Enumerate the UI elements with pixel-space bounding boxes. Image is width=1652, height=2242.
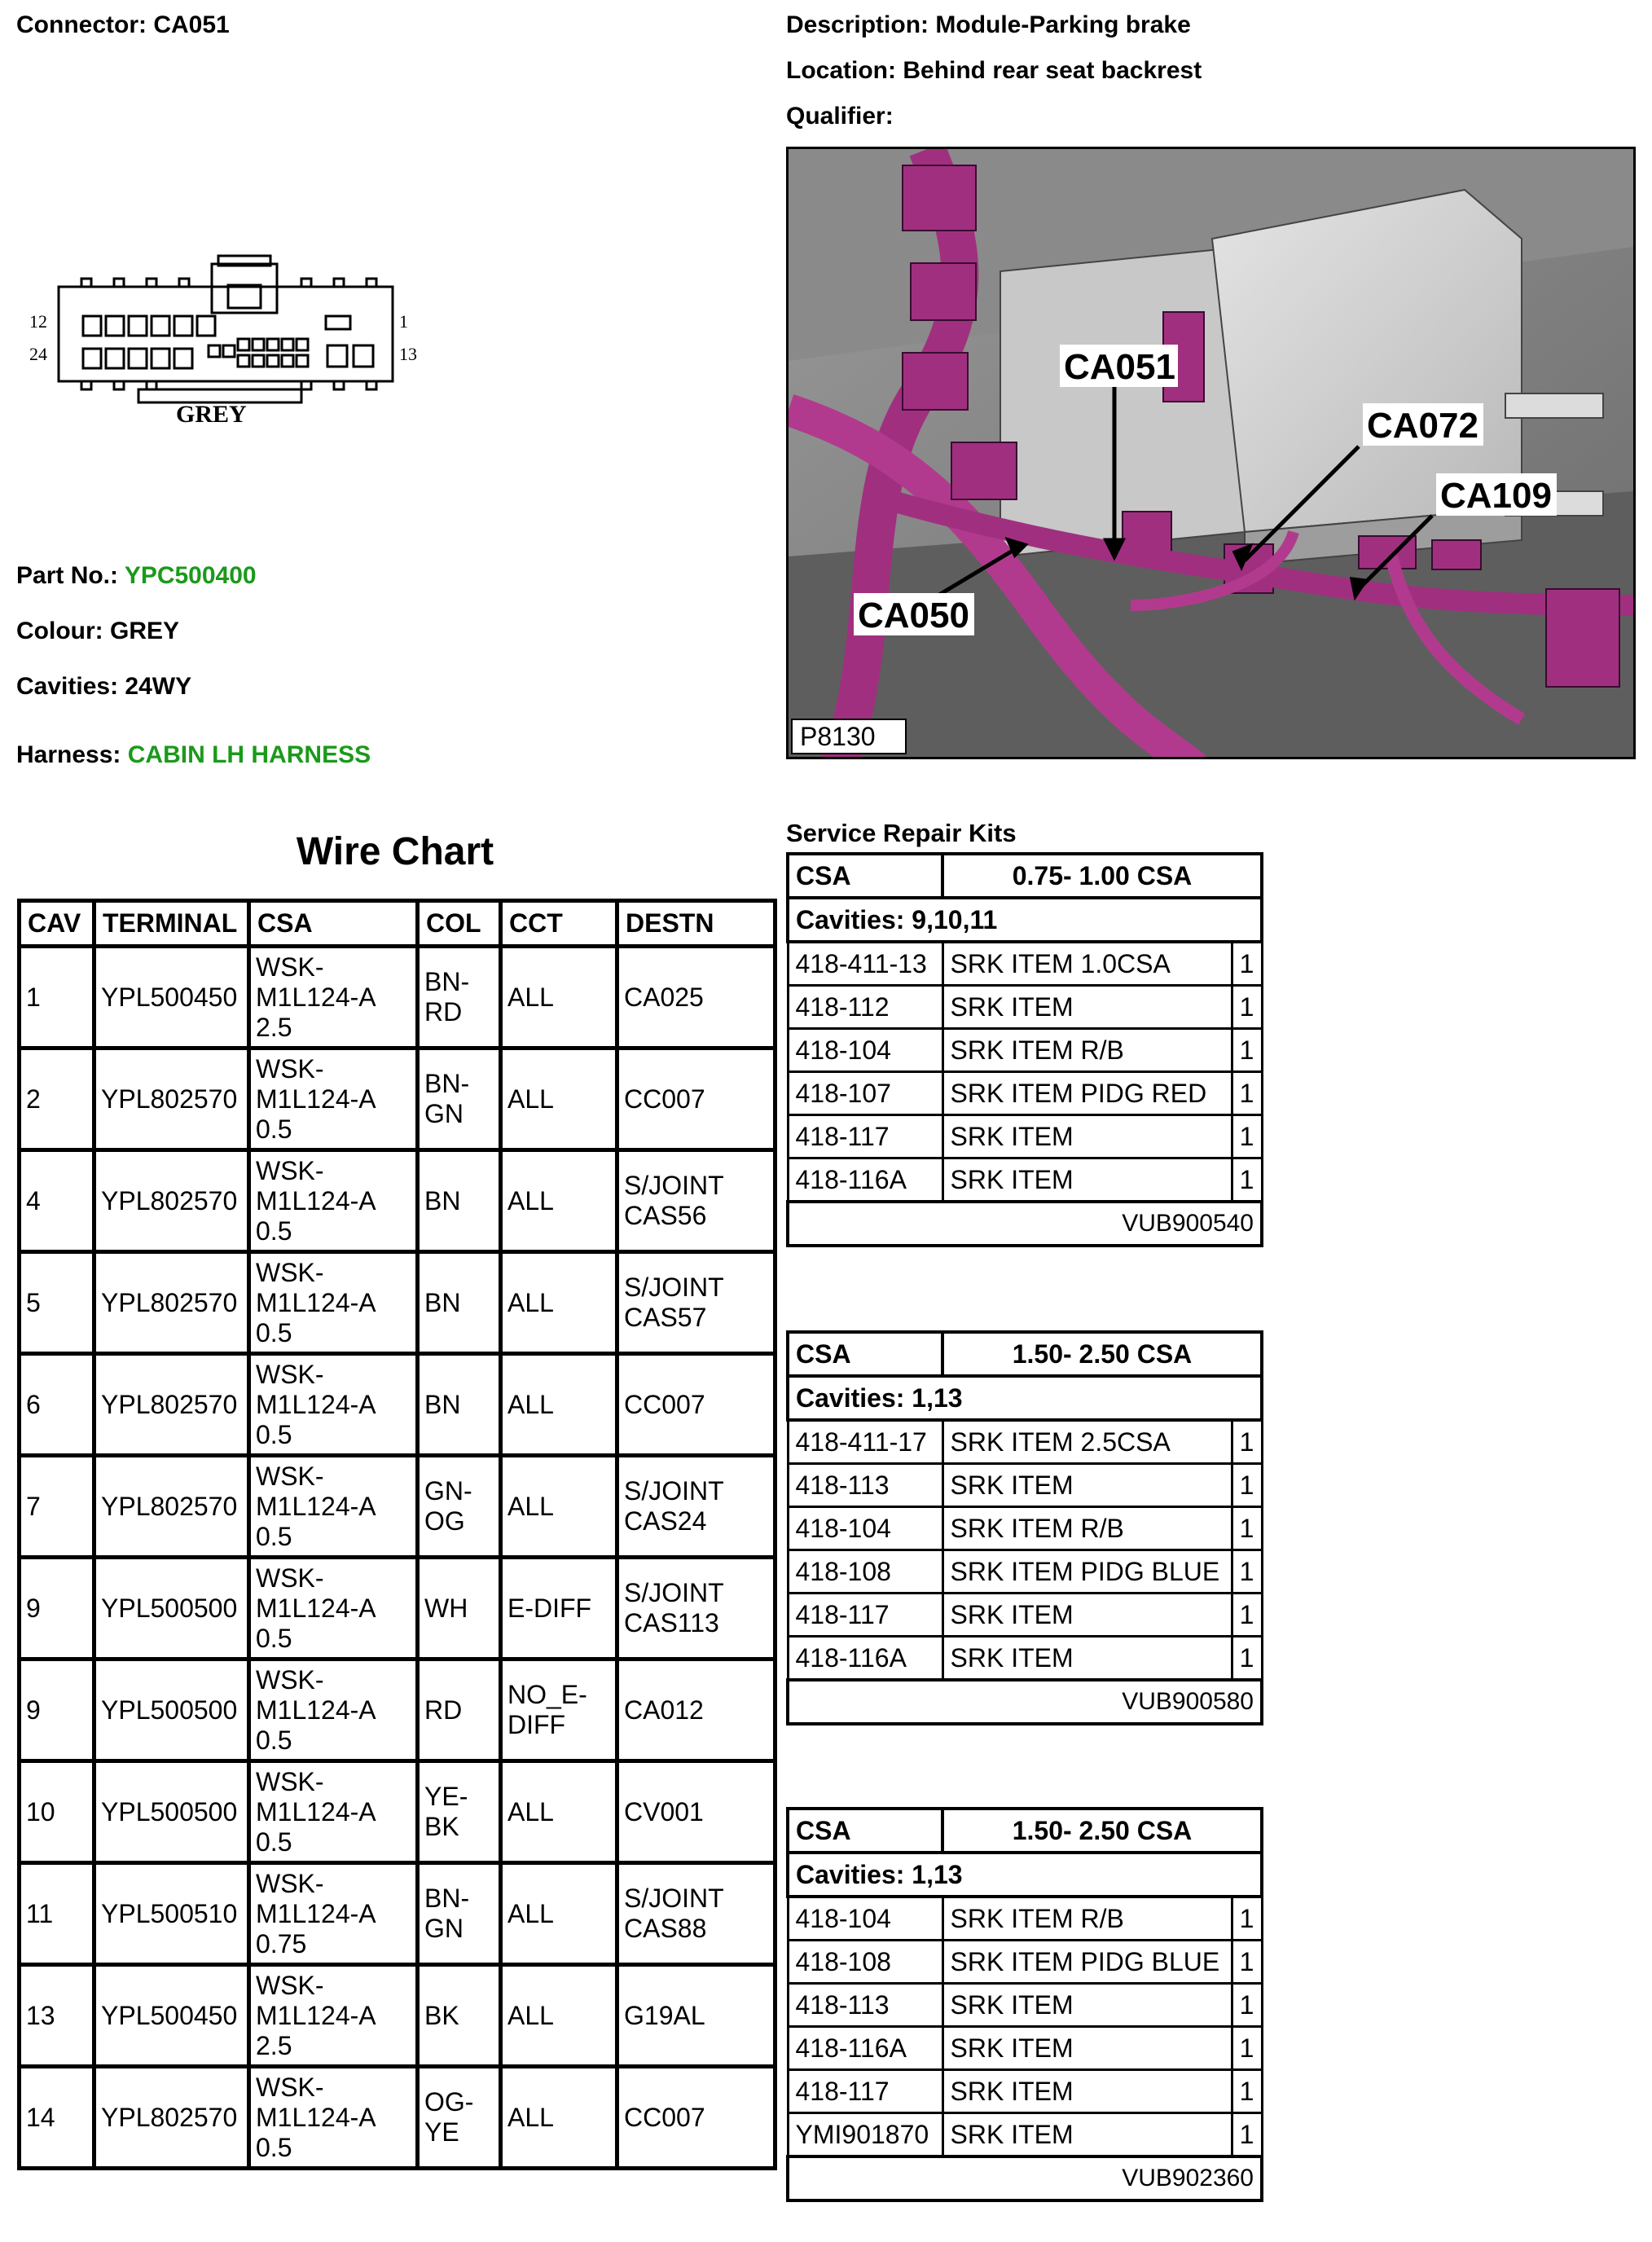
- kit-item-part: 418-117: [788, 2070, 942, 2113]
- kit-item-desc: SRK ITEM: [942, 986, 1232, 1029]
- cell-terminal: YPL802570: [94, 1150, 249, 1252]
- pin-label-13: 13: [399, 344, 417, 364]
- cell-cct: ALL: [501, 1150, 617, 1252]
- cavities-label: Cavities:: [16, 673, 119, 700]
- part-no-label: Part No.:: [16, 562, 119, 589]
- cell-csa: WSK- M1L124-A 2.5: [249, 1965, 418, 2067]
- colour-value: GREY: [109, 618, 180, 644]
- kit-item-qty: 1: [1232, 1984, 1262, 2027]
- kit-item-desc: SRK ITEM R/B: [942, 1507, 1232, 1550]
- kit-item-row: [788, 2070, 1262, 2113]
- kit-item-qty: 1: [1232, 1420, 1262, 1464]
- harness-link[interactable]: CABIN LH HARNESS: [127, 741, 371, 768]
- kit-item-desc: SRK ITEM R/B: [942, 1897, 1232, 1941]
- cell-destn: G19AL: [617, 1965, 775, 2067]
- cell-col: BN- GN: [418, 1863, 501, 1965]
- repair-kit-table: [786, 852, 1263, 1247]
- cell-terminal: YPL802570: [94, 1456, 249, 1558]
- cell-terminal: YPL802570: [94, 1048, 249, 1150]
- kit-header-row: [788, 854, 1262, 898]
- kit-cavities-row: [788, 898, 1262, 942]
- cell-cav: 7: [20, 1456, 94, 1558]
- repair-kit-table: [786, 1807, 1263, 2202]
- description-line: [786, 11, 1191, 39]
- kit-item-desc: SRK ITEM: [942, 2113, 1232, 2157]
- callout-ca109: CA109: [1440, 476, 1552, 516]
- description-label: Description:: [786, 11, 929, 38]
- kit-item-qty: 1: [1232, 1941, 1262, 1984]
- cell-csa: WSK- M1L124-A 0.5: [249, 1252, 418, 1354]
- harness-label: Harness:: [16, 741, 121, 768]
- cell-terminal: YPL500500: [94, 1558, 249, 1660]
- header-col: COL: [418, 901, 501, 947]
- cell-cct: ALL: [501, 1456, 617, 1558]
- kit-cavities-row: [788, 1853, 1262, 1897]
- header-cav: CAV: [20, 901, 94, 947]
- cell-destn: CC007: [617, 1048, 775, 1150]
- cell-destn: S/JOINT CAS113: [617, 1558, 775, 1660]
- cell-col: BK: [418, 1965, 501, 2067]
- part-no-line: [16, 562, 257, 590]
- location-label: Location:: [786, 57, 896, 84]
- kit-item-qty: 1: [1232, 1464, 1262, 1507]
- kit-cavities: Cavities: 9,10,11: [788, 898, 1262, 942]
- cell-col: YE- BK: [418, 1761, 501, 1863]
- cell-destn: S/JOINT CAS24: [617, 1456, 775, 1558]
- wire-chart-table: [17, 899, 777, 2170]
- cell-cct: ALL: [501, 1863, 617, 1965]
- cell-cav: 11: [20, 1863, 94, 1965]
- cell-col: BN: [418, 1354, 501, 1456]
- cell-csa: WSK- M1L124-A 0.5: [249, 1761, 418, 1863]
- kit-item-qty: 1: [1232, 1897, 1262, 1941]
- cell-cct: ALL: [501, 2067, 617, 2169]
- cell-csa: WSK- M1L124-A 0.5: [249, 1150, 418, 1252]
- kit-cavities-row: [788, 1376, 1262, 1420]
- kit-item-row: [788, 1029, 1262, 1072]
- callout-ca051: CA051: [1064, 347, 1175, 387]
- kit-item-part: 418-104: [788, 1029, 942, 1072]
- cell-terminal: YPL802570: [94, 1354, 249, 1456]
- table-row: [20, 1558, 775, 1660]
- cell-csa: WSK- M1L124-A 0.5: [249, 1354, 418, 1456]
- cell-destn: S/JOINT CAS88: [617, 1863, 775, 1965]
- cell-terminal: YPL802570: [94, 2067, 249, 2169]
- kit-item-part: 418-113: [788, 1984, 942, 2027]
- cell-csa: WSK- M1L124-A 2.5: [249, 947, 418, 1048]
- cell-col: OG- YE: [418, 2067, 501, 2169]
- kit-number: VUB902360: [788, 2156, 1262, 2200]
- kit-item-part: 418-112: [788, 986, 942, 1029]
- kit-item-desc: SRK ITEM 2.5CSA: [942, 1420, 1232, 1464]
- kit-item-part: 418-411-13: [788, 942, 942, 986]
- cell-cct: ALL: [501, 1965, 617, 2067]
- kit-item-desc: SRK ITEM: [942, 1637, 1232, 1681]
- kit-item-part: 418-107: [788, 1072, 942, 1115]
- kit-footer-row: [788, 2156, 1262, 2200]
- kit-item-row: [788, 2113, 1262, 2157]
- cell-csa: WSK- M1L124-A 0.5: [249, 1558, 418, 1660]
- kit-item-qty: 1: [1232, 1115, 1262, 1158]
- cell-cav: 6: [20, 1354, 94, 1456]
- kit-item-row: [788, 1072, 1262, 1115]
- cell-cct: ALL: [501, 1761, 617, 1863]
- kit-cavities: Cavities: 1,13: [788, 1853, 1262, 1897]
- cell-csa: WSK- M1L124-A 0.5: [249, 1660, 418, 1761]
- kit-item-part: 418-113: [788, 1464, 942, 1507]
- kit-item-desc: SRK ITEM PIDG RED: [942, 1072, 1232, 1115]
- cell-cav: 10: [20, 1761, 94, 1863]
- kit-header-row: [788, 1809, 1262, 1853]
- kit-item-desc: SRK ITEM 1.0CSA: [942, 942, 1232, 986]
- cavities-value: 24WY: [125, 673, 192, 700]
- kit-footer-row: [788, 1202, 1262, 1246]
- callout-ca072: CA072: [1367, 406, 1478, 446]
- colour-line: [16, 618, 179, 645]
- cell-terminal: YPL500500: [94, 1660, 249, 1761]
- cell-col: BN- RD: [418, 947, 501, 1048]
- cell-cav: 2: [20, 1048, 94, 1150]
- cell-csa: WSK- M1L124-A 0.75: [249, 1863, 418, 1965]
- header-terminal: TERMINAL: [94, 901, 249, 947]
- cell-col: GN- OG: [418, 1456, 501, 1558]
- cell-cct: E-DIFF: [501, 1558, 617, 1660]
- cell-cav: 13: [20, 1965, 94, 2067]
- cell-csa: WSK- M1L124-A 0.5: [249, 1456, 418, 1558]
- kit-item-part: 418-108: [788, 1941, 942, 1984]
- cell-csa: WSK- M1L124-A 0.5: [249, 2067, 418, 2169]
- connector-colour-caption: GREY: [176, 401, 247, 428]
- kit-item-desc: SRK ITEM: [942, 1984, 1232, 2027]
- wire-chart-header-row: [20, 901, 775, 947]
- kit-item-part: 418-116A: [788, 1158, 942, 1202]
- kit-header-row: [788, 1332, 1262, 1376]
- table-row: [20, 1150, 775, 1252]
- kit-item-qty: 1: [1232, 2113, 1262, 2157]
- qualifier-label: Qualifier:: [786, 103, 894, 130]
- kit-cavities: Cavities: 1,13: [788, 1376, 1262, 1420]
- kit-csa-range: 1.50- 2.50 CSA: [942, 1809, 1262, 1853]
- cell-destn: CC007: [617, 1354, 775, 1456]
- photo-ref: P8130: [800, 722, 876, 751]
- table-row: [20, 1660, 775, 1761]
- kit-item-part: 418-116A: [788, 2027, 942, 2070]
- cell-cav: 4: [20, 1150, 94, 1252]
- kit-item-qty: 1: [1232, 1072, 1262, 1115]
- cell-destn: CC007: [617, 2067, 775, 2169]
- qualifier-line: [786, 103, 894, 130]
- cell-cct: ALL: [501, 1252, 617, 1354]
- cell-col: WH: [418, 1558, 501, 1660]
- table-row: [20, 947, 775, 1048]
- kit-item-qty: 1: [1232, 1550, 1262, 1594]
- kit-item-row: [788, 986, 1262, 1029]
- cell-cct: ALL: [501, 1354, 617, 1456]
- cell-destn: CA025: [617, 947, 775, 1048]
- kit-item-row: [788, 1941, 1262, 1984]
- kit-item-desc: SRK ITEM: [942, 2070, 1232, 2113]
- kit-item-row: [788, 1464, 1262, 1507]
- kit-item-qty: 1: [1232, 2070, 1262, 2113]
- kit-item-part: 418-116A: [788, 1637, 942, 1681]
- kit-item-part: YMI901870: [788, 2113, 942, 2157]
- table-row: [20, 2067, 775, 2169]
- kit-item-qty: 1: [1232, 942, 1262, 986]
- cell-cav: 14: [20, 2067, 94, 2169]
- kit-item-desc: SRK ITEM: [942, 1115, 1232, 1158]
- pin-label-1: 1: [399, 311, 408, 332]
- location-value: Behind rear seat backrest: [903, 57, 1202, 84]
- kit-item-part: 418-117: [788, 1594, 942, 1637]
- pin-label-24: 24: [29, 344, 47, 364]
- kit-item-row: [788, 1507, 1262, 1550]
- callout-ca050: CA050: [858, 596, 969, 635]
- pin-label-12: 12: [29, 311, 47, 332]
- kit-csa-label: CSA: [788, 1332, 942, 1376]
- header-csa: CSA: [249, 901, 418, 947]
- kit-item-desc: SRK ITEM R/B: [942, 1029, 1232, 1072]
- cell-col: RD: [418, 1660, 501, 1761]
- cell-cav: 9: [20, 1660, 94, 1761]
- cell-col: BN: [418, 1252, 501, 1354]
- kit-item-part: 418-411-17: [788, 1420, 942, 1464]
- kit-item-row: [788, 942, 1262, 986]
- cell-cct: ALL: [501, 947, 617, 1048]
- cell-destn: S/JOINT CAS56: [617, 1150, 775, 1252]
- kit-item-row: [788, 1158, 1262, 1202]
- cell-destn: CA012: [617, 1660, 775, 1761]
- cell-destn: CV001: [617, 1761, 775, 1863]
- cell-cct: ALL: [501, 1048, 617, 1150]
- repair-kit-table: [786, 1330, 1263, 1725]
- kit-csa-label: CSA: [788, 854, 942, 898]
- service-repair-kits-heading: Service Repair Kits: [786, 819, 1017, 847]
- kit-footer-row: [788, 1680, 1262, 1724]
- kit-item-desc: SRK ITEM: [942, 2027, 1232, 2070]
- table-row: [20, 1761, 775, 1863]
- cavities-line: [16, 673, 191, 701]
- table-row: [20, 1456, 775, 1558]
- kit-item-row: [788, 2027, 1262, 2070]
- cell-cav: 9: [20, 1558, 94, 1660]
- kit-item-qty: 1: [1232, 1158, 1262, 1202]
- kit-item-row: [788, 1594, 1262, 1637]
- kit-item-row: [788, 1897, 1262, 1941]
- connector-value: CA051: [153, 11, 230, 38]
- kit-item-row: [788, 1420, 1262, 1464]
- kit-item-desc: SRK ITEM PIDG BLUE: [942, 1941, 1232, 1984]
- description-value: Module-Parking brake: [935, 11, 1191, 38]
- kit-item-qty: 1: [1232, 1507, 1262, 1550]
- location-line: [786, 57, 1202, 85]
- cell-terminal: YPL802570: [94, 1252, 249, 1354]
- location-photo: [786, 147, 1636, 759]
- kit-item-row: [788, 1115, 1262, 1158]
- kit-item-desc: SRK ITEM: [942, 1594, 1232, 1637]
- kit-csa-range: 0.75- 1.00 CSA: [942, 854, 1262, 898]
- kit-number: VUB900540: [788, 1202, 1262, 1246]
- connector-line: [16, 11, 230, 39]
- cell-cct: NO_E- DIFF: [501, 1660, 617, 1761]
- wire-chart-body: [20, 947, 775, 2169]
- cell-destn: S/JOINT CAS57: [617, 1252, 775, 1354]
- kit-csa-range: 1.50- 2.50 CSA: [942, 1332, 1262, 1376]
- kit-item-qty: 1: [1232, 2027, 1262, 2070]
- wire-chart-title: Wire Chart: [296, 830, 494, 873]
- kit-item-qty: 1: [1232, 986, 1262, 1029]
- location-photo-illustration: [789, 149, 1633, 757]
- kit-item-row: [788, 1550, 1262, 1594]
- header-cct: CCT: [501, 901, 617, 947]
- cell-csa: WSK- M1L124-A 0.5: [249, 1048, 418, 1150]
- header-destn: DESTN: [617, 901, 775, 947]
- kit-item-part: 418-104: [788, 1507, 942, 1550]
- connector-label: Connector:: [16, 11, 147, 38]
- kit-item-part: 418-104: [788, 1897, 942, 1941]
- cell-terminal: YPL500510: [94, 1863, 249, 1965]
- cell-col: BN- GN: [418, 1048, 501, 1150]
- part-no-link[interactable]: YPC500400: [124, 562, 257, 589]
- harness-line: [16, 741, 371, 769]
- kit-item-row: [788, 1984, 1262, 2027]
- kit-item-desc: SRK ITEM: [942, 1158, 1232, 1202]
- kit-csa-label: CSA: [788, 1809, 942, 1853]
- colour-label: Colour:: [16, 618, 103, 644]
- cell-col: BN: [418, 1150, 501, 1252]
- kit-item-part: 418-108: [788, 1550, 942, 1594]
- table-row: [20, 1965, 775, 2067]
- table-row: [20, 1252, 775, 1354]
- table-row: [20, 1863, 775, 1965]
- kit-item-qty: 1: [1232, 1637, 1262, 1681]
- kit-item-row: [788, 1637, 1262, 1681]
- table-row: [20, 1048, 775, 1150]
- kit-item-part: 418-117: [788, 1115, 942, 1158]
- cell-cav: 5: [20, 1252, 94, 1354]
- cell-terminal: YPL500450: [94, 1965, 249, 2067]
- cell-terminal: YPL500500: [94, 1761, 249, 1863]
- cell-terminal: YPL500450: [94, 947, 249, 1048]
- kit-item-qty: 1: [1232, 1029, 1262, 1072]
- table-row: [20, 1354, 775, 1456]
- kit-item-desc: SRK ITEM PIDG BLUE: [942, 1550, 1232, 1594]
- kit-item-desc: SRK ITEM: [942, 1464, 1232, 1507]
- kit-item-qty: 1: [1232, 1594, 1262, 1637]
- kit-number: VUB900580: [788, 1680, 1262, 1724]
- cell-cav: 1: [20, 947, 94, 1048]
- connector-face-diagram: [24, 253, 432, 440]
